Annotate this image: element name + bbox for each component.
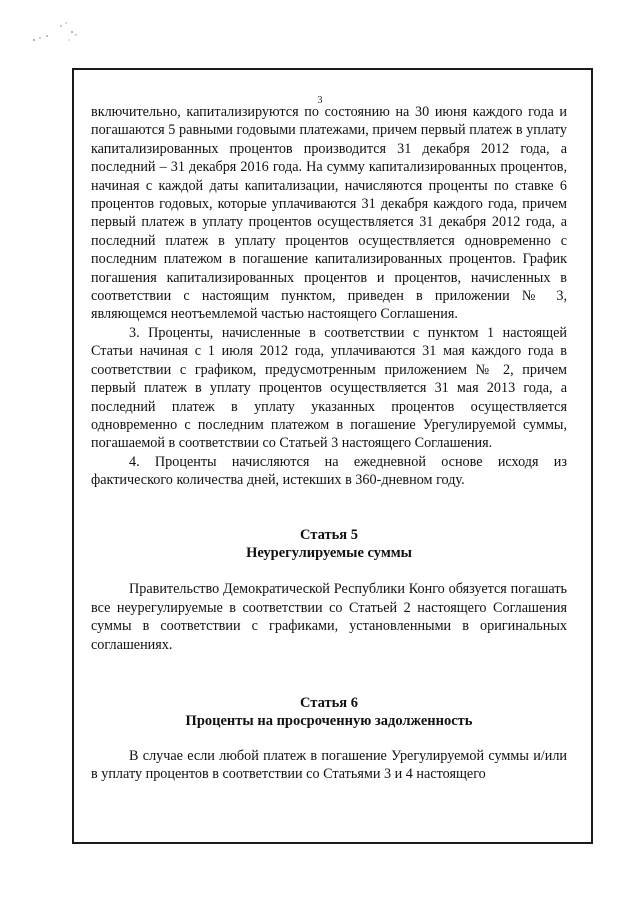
article-6-title: Проценты на просроченную задолженность	[185, 713, 473, 730]
article-5-text: Правительство Демократической Республики Конго обязуется погашать все неурегулируемые в соответствии со Статьей 2 настоящего Соглашения суммы в соответствии с графиками, установленными в оригинальных соглашениях.	[91, 581, 567, 653]
paragraph-continuation: включительно, капитализируются по состоянию на 30 июня каждого года и погашаются 5 равными годовыми платежами, причем первый платеж в уплату капитализированных процентов производится 31 декабря 2012 года, а последний – 31 декабря 2016 года. На сумму капитализированных процентов, начиная с каждой даты капитализации, начисляются проценты по ставке 6 процентов годовых, которые уплачиваются 31 декабря каждого года, причем первый платеж в уплату процентов осуществляется 31 декабря 2012 года, а последний платеж в уплату процентов осуществляется одновременно с последним платежом в погашение капитализированных процентов. График погашения капитализированных процентов и процентов, начисленных в соответствии с настоящим пунктом, приведен в приложении № 3, являющемся неотъемлемой частью настоящего Соглашения.	[91, 104, 567, 323]
article-5-number: Статья 5	[300, 526, 358, 543]
scan-specks	[28, 20, 88, 50]
page-number: 3	[317, 95, 323, 106]
document-body	[91, 103, 567, 784]
article-5-title: Неурегулируемые суммы	[246, 544, 412, 561]
article-6-number: Статья 6	[300, 694, 358, 711]
paragraph-point-4: 4. Проценты начисляются на ежедневной основе исходя из фактического количества дней, истекших в 360-дневном году.	[91, 453, 567, 489]
paragraph-point-3: 3. Проценты, начисленные в соответствии с пунктом 1 настоящей Статьи начиная с 1 июля 2012 года, уплачиваются 31 мая каждого года в соответствии с графиком, предусмотренным приложением № 2, причем первый платеж в уплату процентов осуществляется 31 мая 2013 года, а последний платеж в уплату указанных процентов осуществляется одновременно с последним платежом в погашение Урегулируемой суммы, погашаемой в соответствии со Статьей 3 настоящего Соглашения.	[91, 324, 567, 452]
article-6-text: В случае если любой платеж в погашение Урегулируемой суммы и/или в уплату процентов в соответствии со Статьями 3 и 4 настоящего	[91, 747, 567, 783]
